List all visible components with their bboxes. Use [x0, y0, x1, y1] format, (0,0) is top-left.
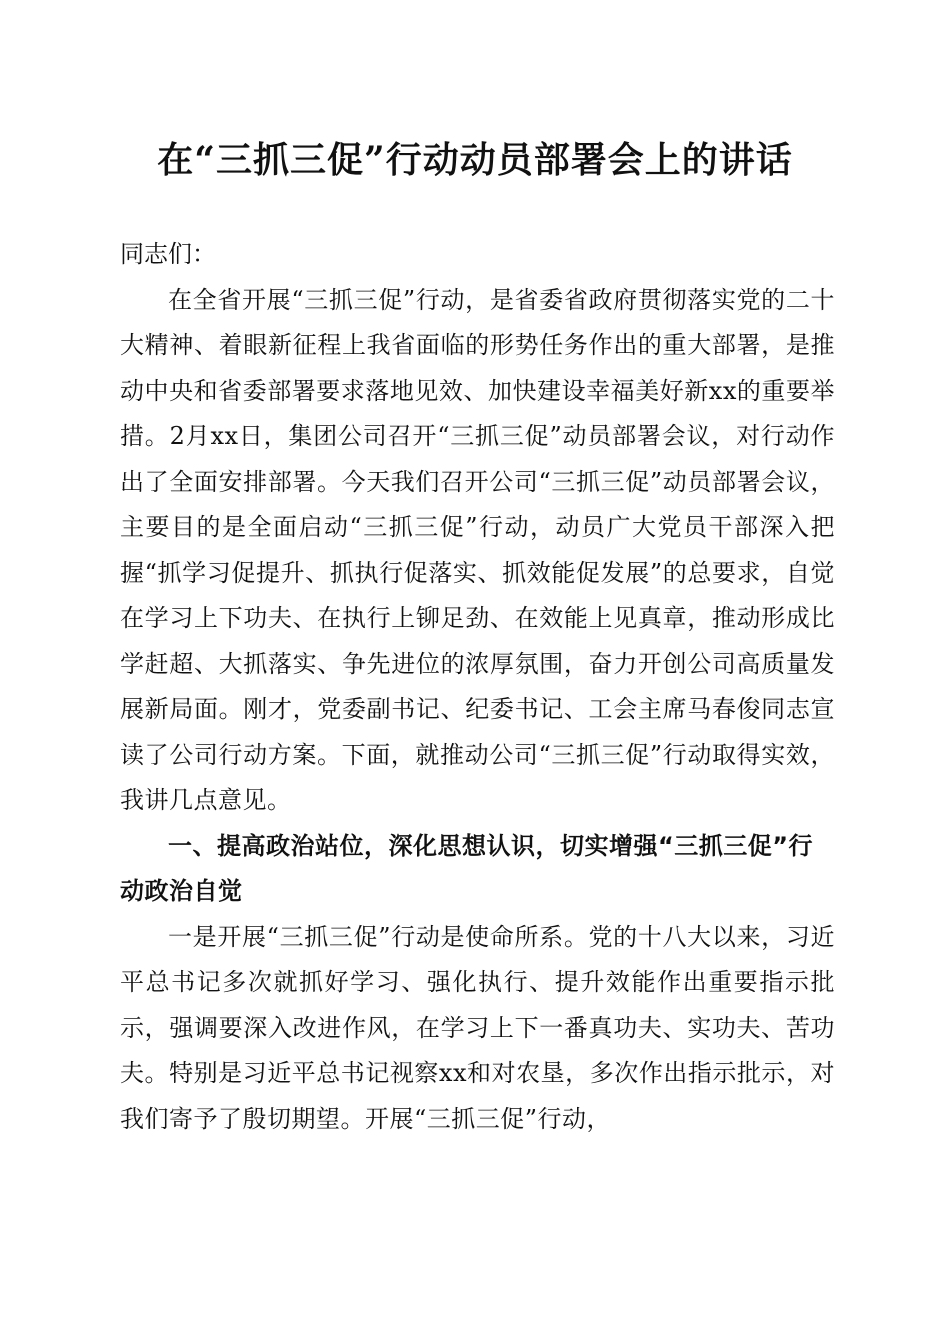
salutation: 同志们：	[120, 240, 216, 268]
intro-paragraph: 在全省开展“三抓三促”行动，是省委省政府贯彻落实党的二十大精神、着眼新征程上我省面临的形势任务作出的重大部署，是推动中央和省委部署要求落地见效、加快建设幸福美好新xx的重要举措。2月xx日，集团公司召开“三抓三促”动员部署会议，对行动作出了全面安排部署。今天我们召开公司“三抓三促”动员部署会议，主要目的是全面启动“三抓三促”行动，动员广大党员干部深入把握“抓学习促提升、抓执行促落实、抓效能促发展”的总要求，自觉在学习上下功夫、在执行上铆足劲、在效能上见真章，推动形成比学赶超、大抓落实、争先进位的浓厚氛围，奋力开创公司高质量发展新局面。刚才，党委副书记、纪委书记、工会主席马春俊同志宣读了公司行动方案。下面，就推动公司“三抓三促”行动取得实效，我讲几点意见。	[120, 285, 835, 814]
section1-paragraph-1: 一是开展“三抓三促”行动是使命所系。党的十八大以来，习近平总书记多次就抓好学习、强化执行、提升效能作出重要指示批示，强调要深入改进作风，在学习上下一番真功夫、实功夫、苦功夫。特别是习近平总书记视察xx和对农垦，多次作出指示批示，对我们寄予了殷切期望。开展“三抓三促”行动，	[120, 922, 835, 1133]
document-body	[120, 232, 835, 1142]
section-heading-1: 一、提高政治站位，深化思想认识，切实增强“三抓三促”行动政治自觉	[120, 831, 814, 905]
document-title: 在“三抓三促”行动动员部署会上的讲话	[157, 139, 793, 181]
